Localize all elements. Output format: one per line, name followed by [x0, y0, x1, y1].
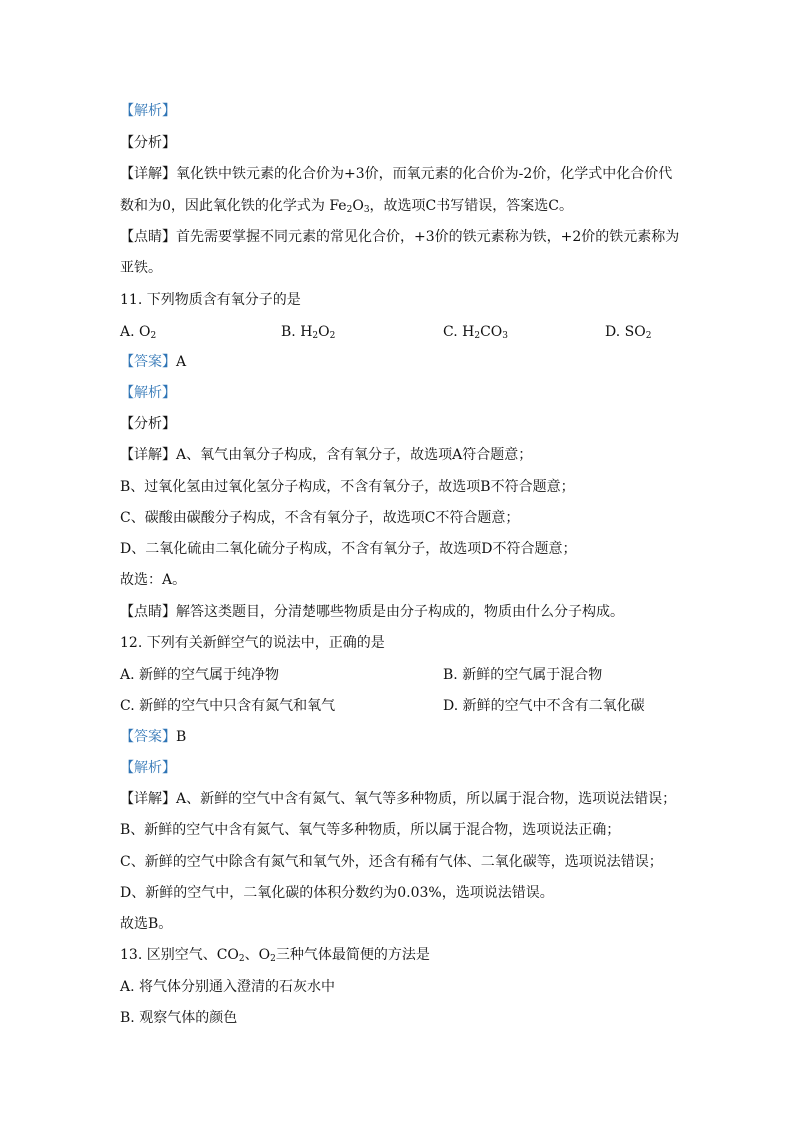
detail-line: D、新鲜的空气中，二氧化碳的体积分数约为0.03%，选项说法错误。 [120, 885, 554, 901]
option-text: O [318, 324, 330, 340]
option-text: C. H [443, 324, 475, 340]
q11-option-b [281, 322, 335, 342]
question-13-stem [120, 945, 430, 965]
subscript: 2 [312, 331, 319, 341]
subscript: 2 [238, 954, 245, 964]
q12-answer-line [120, 727, 186, 747]
subscript: 2 [645, 331, 652, 341]
q12-option-a: A. 新鲜的空气属于纯净物 [120, 667, 280, 683]
option-text: A. O [120, 324, 151, 340]
detail-label: 【详解】 [120, 166, 176, 182]
point-label: 【点睛】 [120, 229, 176, 245]
detail-line: C、新鲜的空气中除含有氮气和氧气外，还含有稀有气体、二氧化碳等，选项说法错误； [120, 854, 663, 870]
conclusion-line: 故选：A。 [120, 572, 187, 588]
analysis-heading: 【解析】 [120, 385, 176, 401]
detail-line [120, 789, 676, 809]
point-line [120, 602, 624, 622]
analysis-heading: 【解析】 [120, 760, 176, 776]
q12-option-c: C. 新鲜的空气中只含有氮气和氧气 [120, 698, 336, 714]
stem-text: 13. 区别空气、CO [120, 947, 239, 963]
answer-value: A [176, 354, 187, 370]
q11-answer-line [120, 352, 186, 372]
q13-option-a: A. 将气体分别通入澄清的石灰水中 [120, 979, 336, 995]
q13-option-b: B. 观察气体的颜色 [120, 1010, 238, 1026]
answer-value: B [176, 729, 187, 745]
detail-text: A、氧气由氧分子构成，含有氧分子，故选项A符合题意； [176, 447, 533, 463]
subscript: 2 [346, 205, 353, 215]
option-text: CO [480, 324, 503, 340]
subscript: 3 [502, 331, 508, 341]
subscript: 2 [329, 331, 336, 341]
q11-option-a [120, 322, 156, 342]
answer-label: 【答案】 [120, 354, 176, 370]
question-11-stem: 11. 下列物质含有氧分子的是 [120, 292, 301, 308]
q12-option-b: B. 新鲜的空气属于混合物 [443, 667, 603, 683]
detail-text: A、新鲜的空气中含有氮气、氧气等多种物质，所以属于混合物，选项说法错误； [176, 791, 677, 807]
point-text: 解答这类题目，分清楚哪些物质是由分子构成的，物质由什么分子构成。 [176, 604, 624, 620]
stem-text: 三种气体最简便的方法是 [275, 947, 430, 963]
option-text: D. SO [605, 324, 646, 340]
subscript: 2 [474, 331, 481, 341]
conclusion-line: 故选B。 [120, 916, 173, 932]
detail-text: O [352, 198, 364, 214]
question-12-stem: 12. 下列有关新鲜空气的说法中，正确的是 [120, 635, 385, 651]
answer-label: 【答案】 [120, 729, 176, 745]
detail-label: 【详解】 [120, 791, 176, 807]
point-line [120, 227, 679, 247]
point-line: 亚铁。 [120, 260, 162, 276]
detail-text: ，故选项C书写错误，答案选C。 [369, 198, 573, 214]
detail-line [120, 196, 573, 216]
point-text: 首先需要掌握不同元素的常见化合价，+3价的铁元素称为铁，+2价的铁元素称为 [176, 229, 680, 245]
detail-line [120, 164, 672, 184]
detail-line [120, 445, 532, 465]
detail-line: C、碳酸由碳酸分子构成，不含有氧分子，故选项C不符合题意； [120, 510, 520, 526]
detail-line: B、过氧化氢由过氧化氢分子构成，不含有氧分子，故选项B不符合题意； [120, 479, 575, 495]
option-text: B. H [281, 324, 313, 340]
fenxi-heading: 【分析】 [120, 416, 176, 432]
subscript: 2 [270, 954, 276, 964]
subscript: 3 [363, 205, 370, 215]
detail-line: B、新鲜的空气中含有氮气、氧气等多种物质，所以属于混合物，选项说法正确； [120, 822, 621, 838]
analysis-heading: 【解析】 [120, 103, 176, 119]
subscript: 2 [150, 331, 157, 341]
detail-text: 数和为0，因此氧化铁的化学式为 Fe [120, 198, 347, 214]
detail-line: D、二氧化硫由二氧化硫分子构成，不含有氧分子，故选项D不符合题意； [120, 541, 577, 557]
fenxi-heading: 【分析】 [120, 135, 176, 151]
detail-label: 【详解】 [120, 447, 176, 463]
stem-text: 、O [244, 947, 271, 963]
detail-text: 氧化铁中铁元素的化合价为+3价，而氧元素的化合价为-2价，化学式中化合价代 [176, 166, 673, 182]
point-label: 【点睛】 [120, 604, 176, 620]
q11-option-c [443, 322, 508, 342]
q12-option-d: D. 新鲜的空气中不含有二氧化碳 [443, 698, 645, 714]
q11-option-d [605, 322, 651, 342]
